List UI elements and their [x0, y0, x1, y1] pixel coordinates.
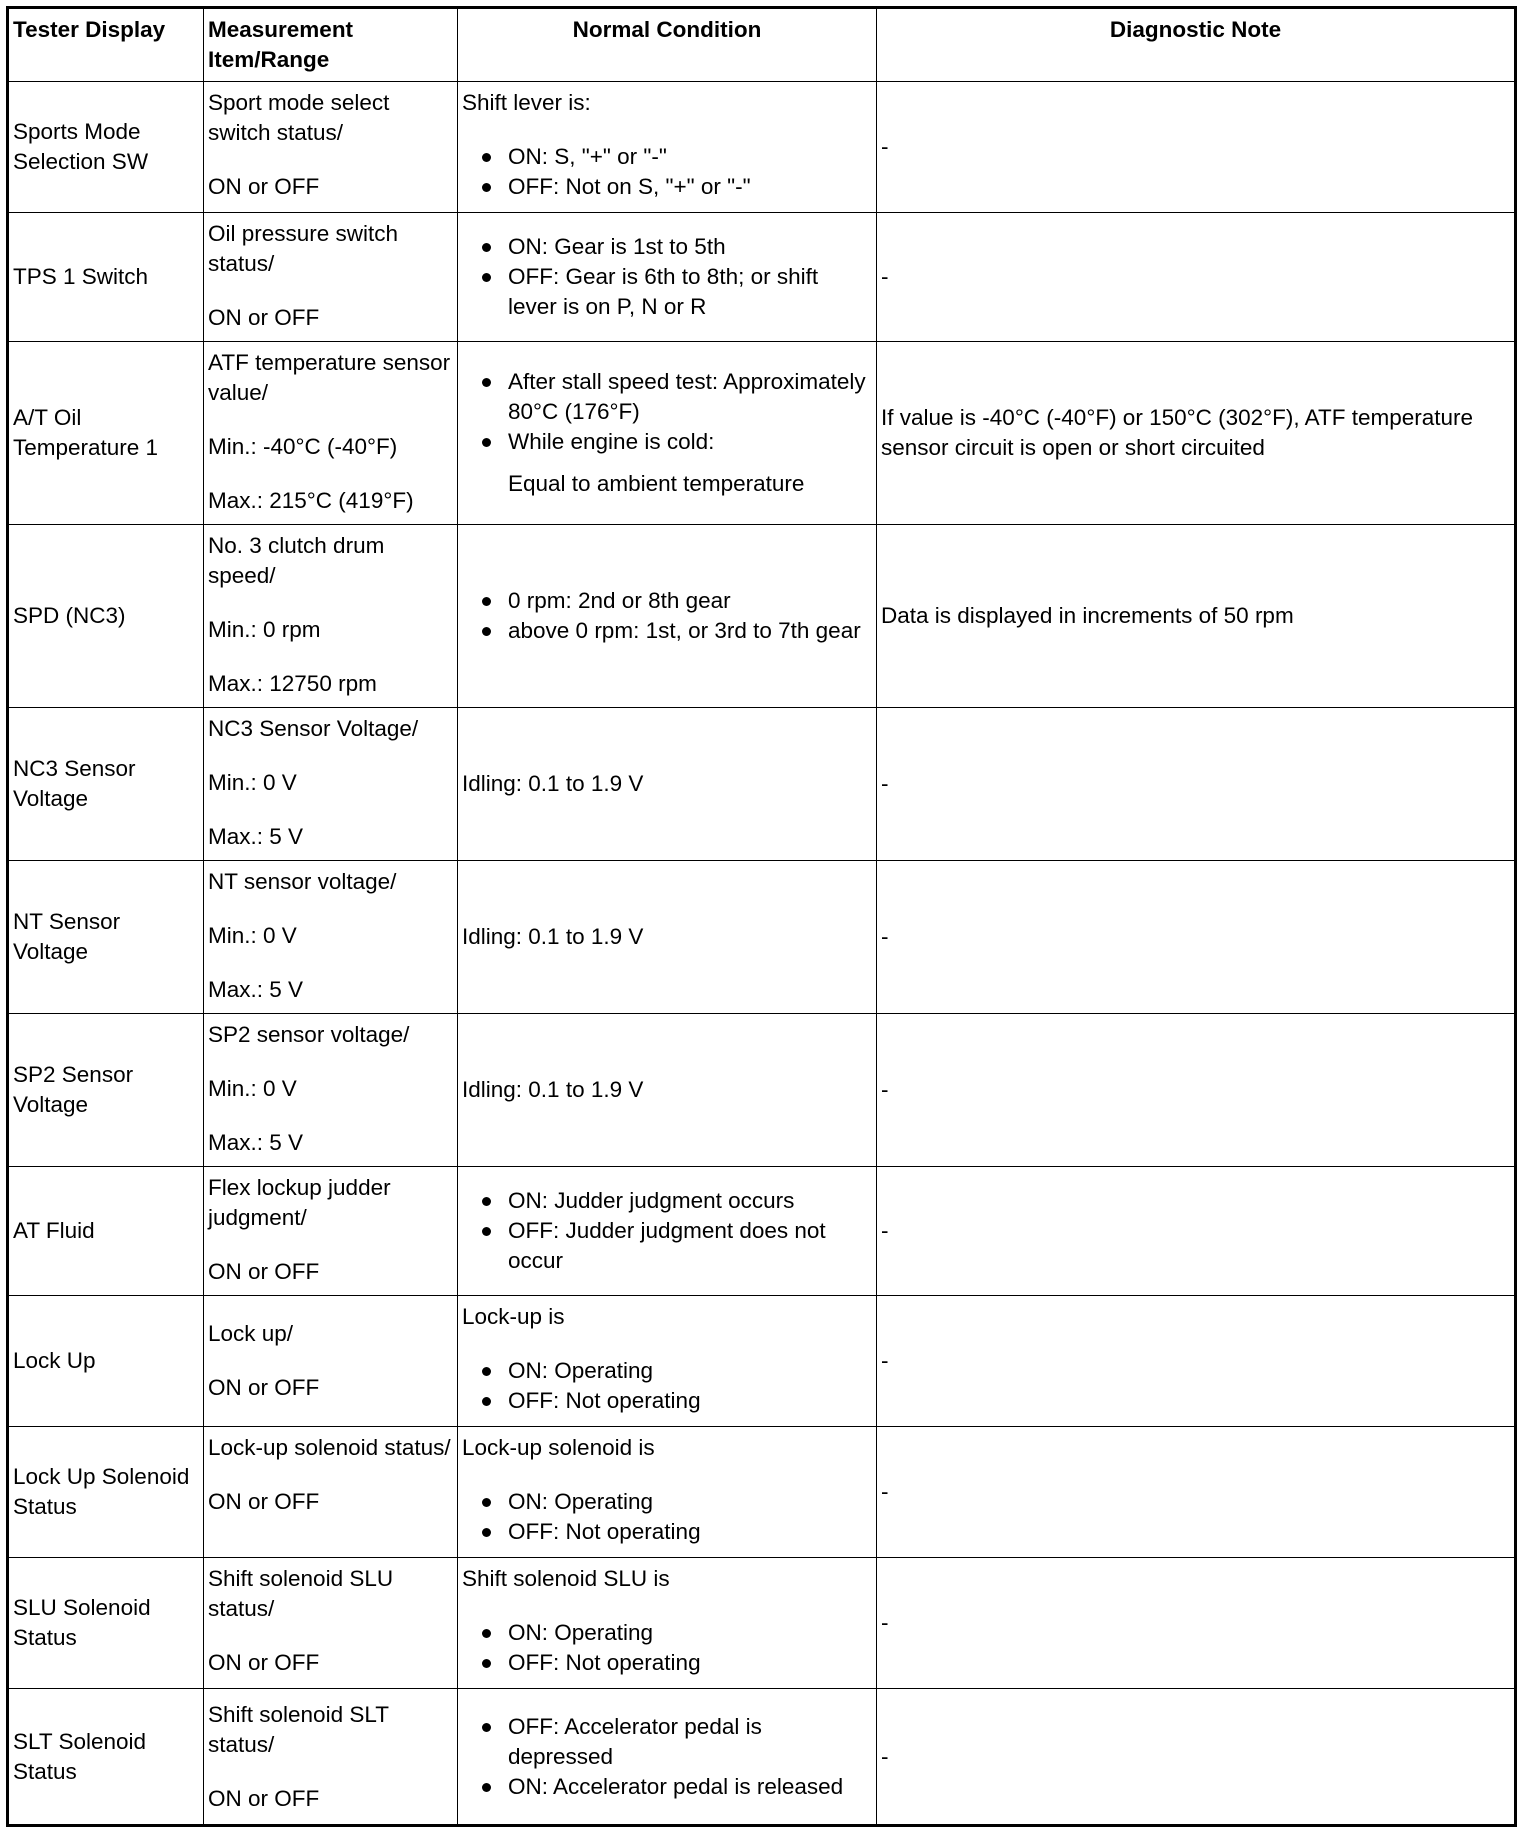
condition-item: OFF: Gear is 6th to 8th; or shift lever is on P, N or R: [462, 262, 872, 322]
condition-intro: Shift lever is:: [462, 90, 591, 115]
measurement-min: Min.: 0 rpm: [208, 617, 321, 642]
tester-display-cell: A/T Oil Temperature 1: [8, 342, 204, 525]
normal-condition-cell: Idling: 0.1 to 1.9 V: [458, 861, 877, 1014]
measurement-max: Max.: 5 V: [208, 977, 304, 1002]
diagnostic-note-cell: If value is -40°C (-40°F) or 150°C (302°F), ATF temperature sensor circuit is open or short circuited: [877, 342, 1516, 525]
normal-condition-cell: Idling: 0.1 to 1.9 V: [458, 1014, 877, 1167]
condition-list: [462, 367, 872, 457]
condition-item: ON: Accelerator pedal is released: [462, 1772, 872, 1802]
measurement-range: ON or OFF: [208, 1259, 320, 1284]
condition-item: OFF: Not on S, "+" or "-": [462, 172, 872, 202]
table-row: [8, 708, 1516, 861]
measurement-item: NC3 Sensor Voltage/: [208, 716, 419, 741]
condition-item: ON: S, "+" or "-": [462, 142, 872, 172]
measurement-range: ON or OFF: [208, 1650, 320, 1675]
normal-condition-cell: [458, 1167, 877, 1296]
condition-list: [462, 586, 872, 646]
measurement-item: Lock up/: [208, 1321, 294, 1346]
measurement-max: Max.: 12750 rpm: [208, 671, 377, 696]
measurement-cell: [204, 1014, 458, 1167]
condition-item: OFF: Not operating: [462, 1517, 872, 1547]
condition-item: While engine is cold:: [462, 427, 872, 457]
tester-display-cell: AT Fluid: [8, 1167, 204, 1296]
header-measurement: Measurement Item/Range: [204, 8, 458, 82]
measurement-range: ON or OFF: [208, 305, 320, 330]
data-list-table: [6, 6, 1517, 1827]
condition-item: OFF: Accelerator pedal is depressed: [462, 1712, 872, 1772]
header-row: [8, 8, 1516, 82]
condition-list: [462, 1356, 872, 1416]
condition-list: [462, 142, 872, 202]
measurement-item: Lock-up solenoid status/: [208, 1435, 451, 1460]
condition-item: OFF: Judder judgment does not occur: [462, 1216, 872, 1276]
table-row: [8, 82, 1516, 213]
measurement-item: NT sensor voltage/: [208, 869, 397, 894]
diagnostic-note-cell: -: [877, 1014, 1516, 1167]
condition-item: OFF: Not operating: [462, 1648, 872, 1678]
normal-condition-cell: [458, 1689, 877, 1826]
diagnostic-note-cell: -: [877, 1689, 1516, 1826]
normal-condition-cell: [458, 1558, 877, 1689]
measurement-item: SP2 sensor voltage/: [208, 1022, 410, 1047]
tester-display-cell: SLU Solenoid Status: [8, 1558, 204, 1689]
condition-item: ON: Gear is 1st to 5th: [462, 232, 872, 262]
normal-condition-cell: [458, 82, 877, 213]
diagnostic-note-cell: -: [877, 1296, 1516, 1427]
condition-item: ON: Judder judgment occurs: [462, 1186, 872, 1216]
condition-item: 0 rpm: 2nd or 8th gear: [462, 586, 872, 616]
diagnostic-note-cell: -: [877, 708, 1516, 861]
measurement-cell: [204, 861, 458, 1014]
measurement-item: No. 3 clutch drum speed/: [208, 533, 385, 588]
condition-list: [462, 1618, 872, 1678]
table-row: [8, 1689, 1516, 1826]
diagnostic-note-cell: -: [877, 1167, 1516, 1296]
diagnostic-note-cell: -: [877, 213, 1516, 342]
condition-list: [462, 1487, 872, 1547]
condition-sub-text: Equal to ambient temperature: [508, 471, 805, 496]
normal-condition-cell: [458, 342, 877, 525]
condition-list: [462, 232, 872, 322]
tester-display-cell: Sports Mode Selection SW: [8, 82, 204, 213]
measurement-min: Min.: 0 V: [208, 923, 297, 948]
condition-item: OFF: Not operating: [462, 1386, 872, 1416]
measurement-min: Min.: -40°C (-40°F): [208, 434, 398, 459]
measurement-min: Min.: 0 V: [208, 1076, 297, 1101]
measurement-item: ATF temperature sensor value/: [208, 350, 451, 405]
diagnostic-note-cell: -: [877, 861, 1516, 1014]
measurement-cell: [204, 1689, 458, 1826]
measurement-range: ON or OFF: [208, 1375, 320, 1400]
tester-display-cell: SPD (NC3): [8, 525, 204, 708]
measurement-cell: [204, 1558, 458, 1689]
diagnostic-note-cell: -: [877, 1558, 1516, 1689]
condition-item: above 0 rpm: 1st, or 3rd to 7th gear: [462, 616, 872, 646]
table-row: [8, 1427, 1516, 1558]
table-row: [8, 213, 1516, 342]
normal-condition-cell: [458, 525, 877, 708]
diagnostic-note-cell: Data is displayed in increments of 50 rpm: [877, 525, 1516, 708]
measurement-item: Shift solenoid SLT status/: [208, 1701, 389, 1757]
tester-display-cell: SLT Solenoid Status: [8, 1689, 204, 1826]
table-row: [8, 1014, 1516, 1167]
condition-intro: Lock-up solenoid is: [462, 1435, 655, 1460]
table-row: [8, 1167, 1516, 1296]
diagnostic-note-cell: -: [877, 1427, 1516, 1558]
measurement-cell: [204, 82, 458, 213]
measurement-item: Oil pressure switch status/: [208, 221, 399, 276]
table-row: [8, 525, 1516, 708]
measurement-cell: [204, 213, 458, 342]
condition-item: ON: Operating: [462, 1487, 872, 1517]
normal-condition-cell: [458, 1296, 877, 1427]
diagnostic-note-cell: -: [877, 82, 1516, 213]
measurement-min: Min.: 0 V: [208, 770, 297, 795]
condition-list: [462, 1712, 872, 1802]
condition-item: ON: Operating: [462, 1356, 872, 1386]
measurement-item: Shift solenoid SLU status/: [208, 1566, 394, 1621]
measurement-cell: [204, 525, 458, 708]
condition-intro: Shift solenoid SLU is: [462, 1566, 670, 1591]
table-row: [8, 861, 1516, 1014]
header-tester-display: Tester Display: [8, 8, 204, 82]
header-normal-condition: Normal Condition: [458, 8, 877, 82]
tester-display-cell: TPS 1 Switch: [8, 213, 204, 342]
measurement-cell: [204, 342, 458, 525]
condition-item: After stall speed test: Approximately 80°C (176°F): [462, 367, 872, 427]
condition-list: [462, 1186, 872, 1276]
measurement-range: ON or OFF: [208, 1489, 320, 1514]
measurement-max: Max.: 215°C (419°F): [208, 488, 414, 513]
tester-display-cell: NC3 Sensor Voltage: [8, 708, 204, 861]
tester-display-cell: Lock Up: [8, 1296, 204, 1427]
header-diagnostic-note: Diagnostic Note: [877, 8, 1516, 82]
measurement-cell: [204, 1427, 458, 1558]
normal-condition-cell: [458, 1427, 877, 1558]
measurement-item: Flex lockup judder judgment/: [208, 1175, 391, 1230]
table-row: [8, 1558, 1516, 1689]
measurement-cell: [204, 1296, 458, 1427]
measurement-item: Sport mode select switch status/: [208, 90, 390, 145]
condition-item: ON: Operating: [462, 1618, 872, 1648]
measurement-range: ON or OFF: [208, 174, 320, 199]
measurement-cell: [204, 1167, 458, 1296]
tester-display-cell: SP2 Sensor Voltage: [8, 1014, 204, 1167]
tester-display-cell: Lock Up Solenoid Status: [8, 1427, 204, 1558]
tester-display-cell: NT Sensor Voltage: [8, 861, 204, 1014]
condition-intro: Lock-up is: [462, 1304, 565, 1329]
normal-condition-cell: Idling: 0.1 to 1.9 V: [458, 708, 877, 861]
normal-condition-cell: [458, 213, 877, 342]
table-row: [8, 1296, 1516, 1427]
measurement-range: ON or OFF: [208, 1785, 320, 1811]
measurement-cell: [204, 708, 458, 861]
table-row: [8, 342, 1516, 525]
measurement-max: Max.: 5 V: [208, 824, 304, 849]
measurement-max: Max.: 5 V: [208, 1130, 304, 1155]
